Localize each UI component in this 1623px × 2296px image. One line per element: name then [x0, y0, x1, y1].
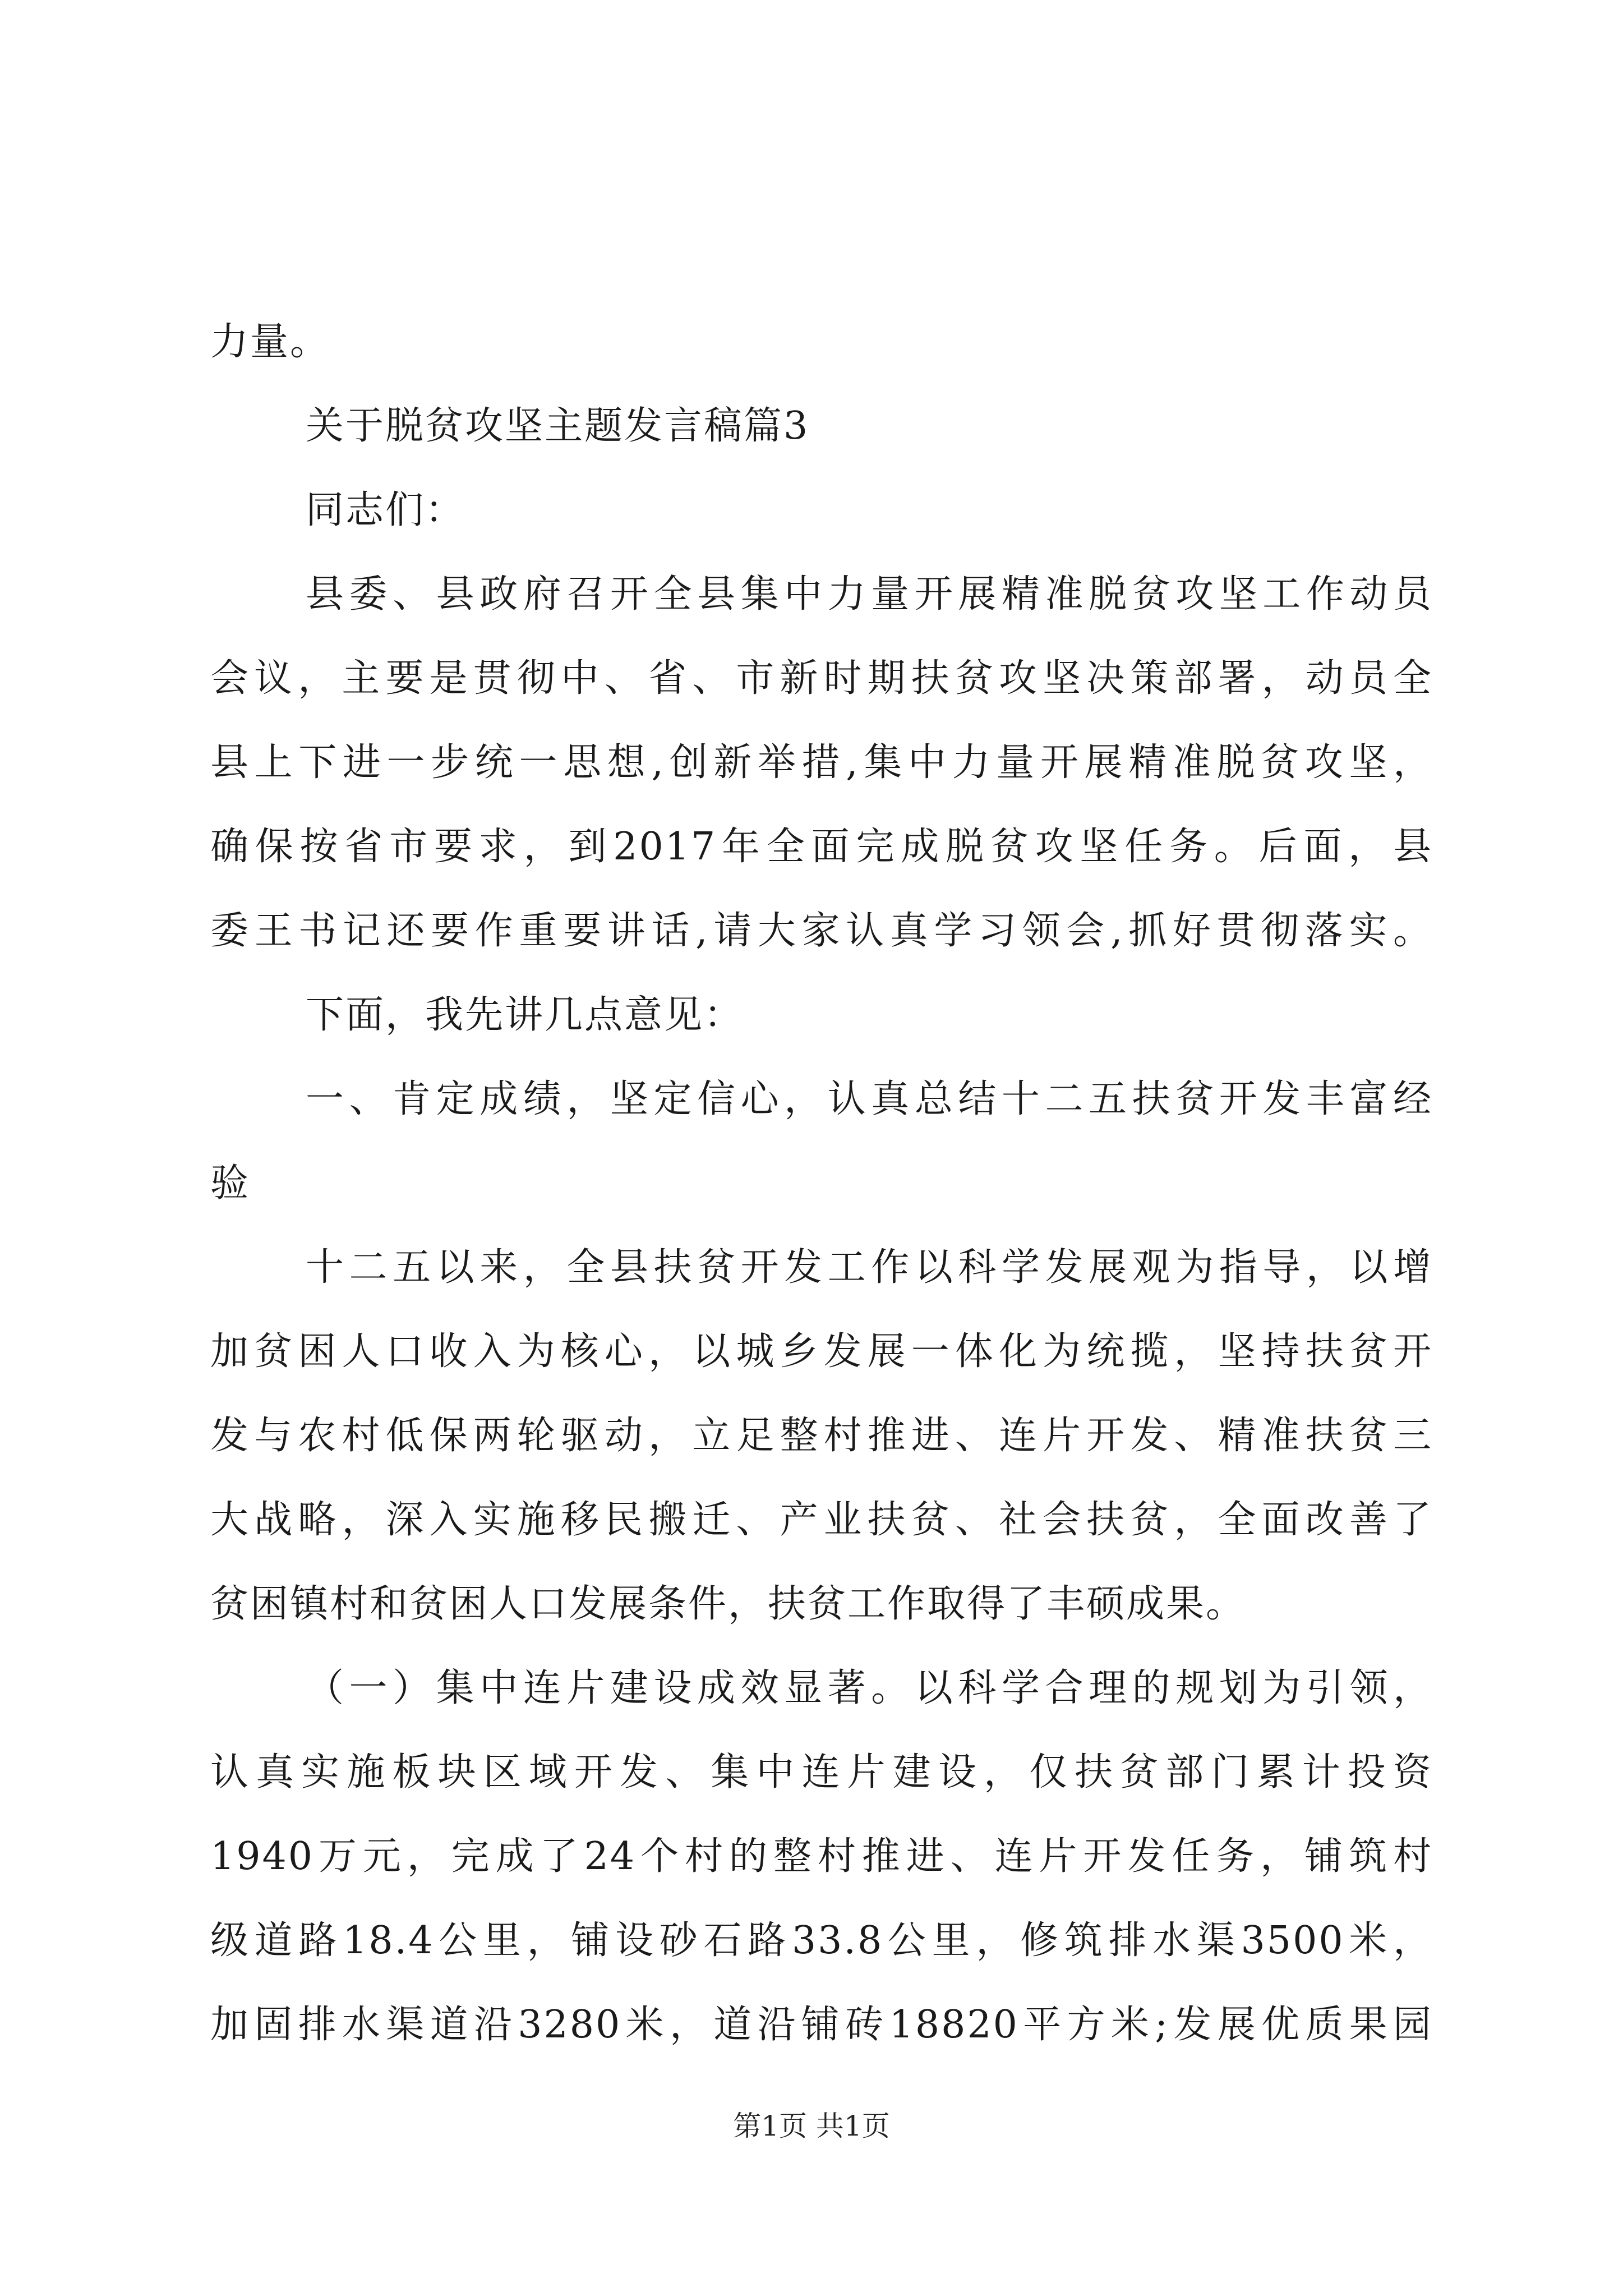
text-line: 县上下进一步统一思想,创新举措,集中力量开展精准脱贫攻坚，	[210, 740, 1433, 785]
text-line: 确保按省市要求，到2017年全面完成脱贫攻坚任务。后面，县	[210, 825, 1433, 869]
text-line: 认真实施板块区域开发、集中连片建设，仅扶贫部门累计投资	[210, 1750, 1433, 1795]
page-number-label: 第1页 共1页	[733, 2110, 890, 2142]
text-line: 贫困镇村和贫困人口发展条件，扶贫工作取得了丰硕成果。	[210, 1582, 1246, 1626]
salutation: 同志们：	[306, 488, 465, 532]
text-line: 委王书记还要作重要讲话,请大家认真学习领会,抓好贯彻落实。	[210, 909, 1433, 953]
text-line: 大战略，深入实施移民搬迁、产业扶贫、社会扶贫，全面改善了	[210, 1498, 1433, 1542]
subsection-heading-continued: 验	[210, 1161, 251, 1205]
text-line: 会议，主要是贯彻中、省、市新时期扶贫攻坚决策部署，动员全	[210, 656, 1433, 701]
section-heading: 关于脱贫攻坚主题发言稿篇3	[306, 404, 810, 448]
text-line: 加贫困人口收入为核心，以城乡发展一体化为统揽，坚持扶贫开	[210, 1329, 1433, 1374]
text-line: 级道路18.4公里，铺设砂石路33.8公里，修筑排水渠3500米，	[210, 1918, 1433, 1963]
text-line: 十二五以来，全县扶贫开发工作以科学发展观为指导，以增	[306, 1245, 1433, 1290]
text-line: 发与农村低保两轮驱动，立足整村推进、连片开发、精准扶贫三	[210, 1414, 1433, 1458]
text-line: 力量。	[210, 320, 330, 364]
subsection-heading: 一、肯定成绩，坚定信心，认真总结十二五扶贫开发丰富经	[306, 1077, 1433, 1121]
document-body	[210, 300, 1433, 2067]
page-footer	[0, 2109, 1623, 2143]
text-line: 加固排水渠道沿3280米，道沿铺砖18820平方米;发展优质果园	[210, 2003, 1433, 2047]
text-line: 下面，我先讲几点意见：	[306, 993, 744, 1037]
text-line: 县委、县政府召开全县集中力量开展精准脱贫攻坚工作动员	[306, 572, 1433, 616]
text-line: （一）集中连片建设成效显著。以科学合理的规划为引领，	[306, 1666, 1433, 1710]
text-line: 1940万元，完成了24个村的整村推进、连片开发任务，铺筑村	[210, 1834, 1433, 1879]
